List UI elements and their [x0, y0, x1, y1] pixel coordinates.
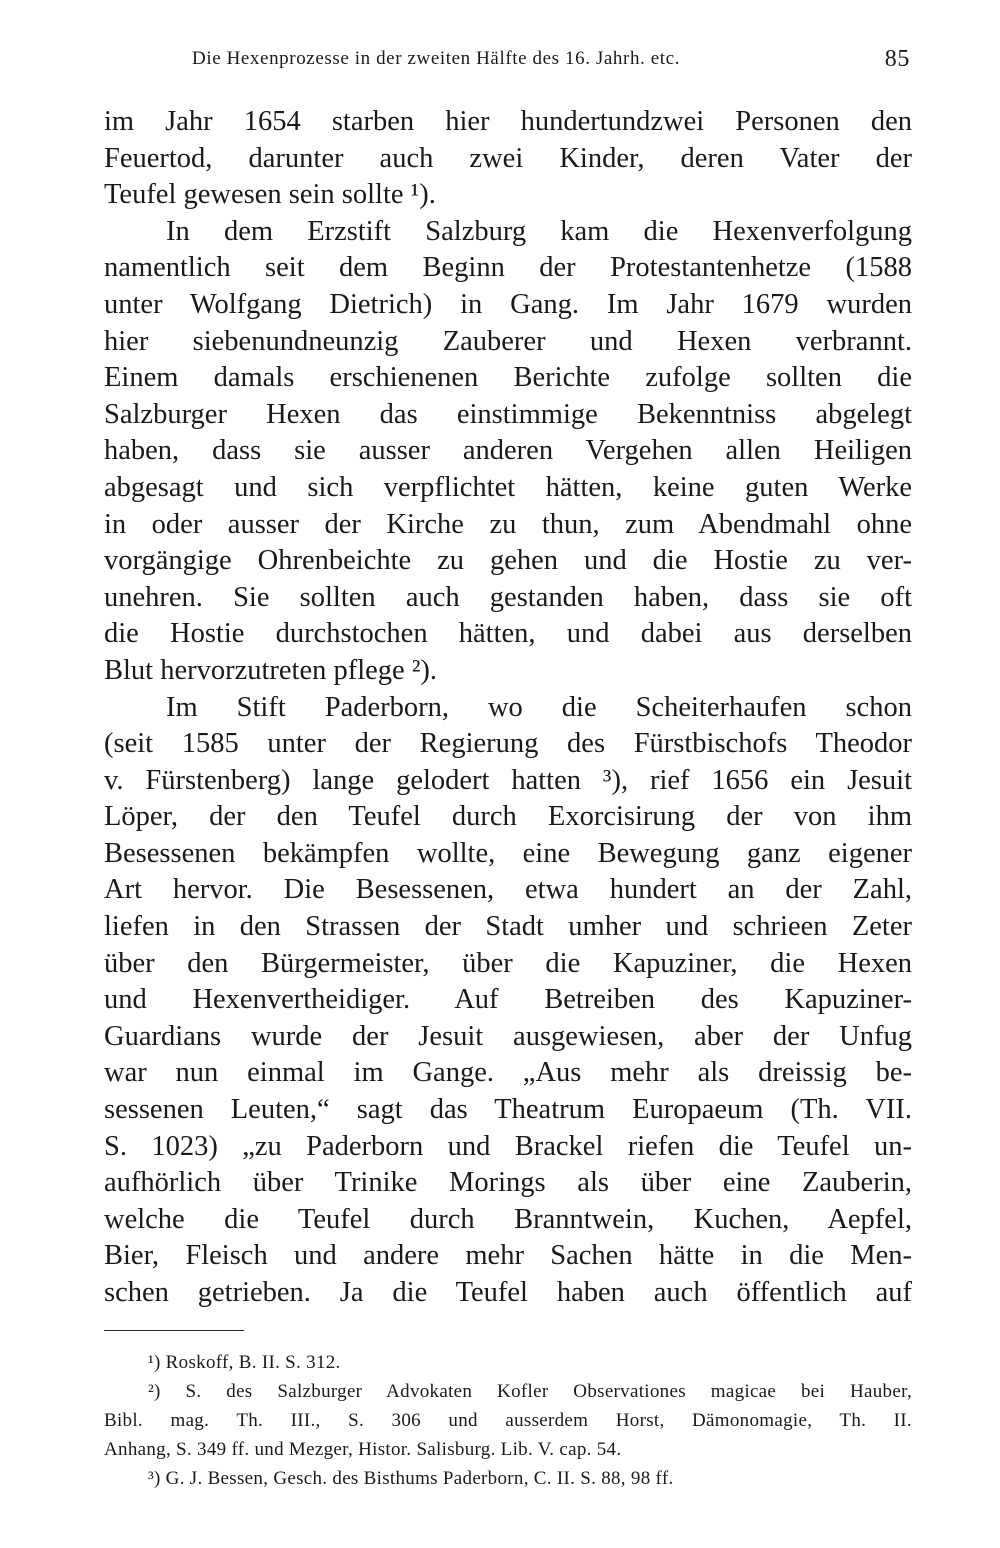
text-line: Löper, der den Teufel durch Exorcisirung der von ihm	[104, 801, 912, 833]
page-number: 85	[884, 46, 910, 72]
text-line: unehren. Sie sollten auch gestanden haben, dass sie oft	[104, 581, 912, 613]
text-line: In dem Erzstift Salzburg kam die Hexenverfolgung	[166, 215, 912, 247]
text-line: v. Fürstenberg) lange gelodert hatten ³), rief 1656 ein Jesuit	[104, 764, 912, 796]
running-head	[192, 46, 910, 76]
text-line: hier siebenundneunzig Zauberer und Hexen verbrannt.	[104, 325, 912, 357]
footnote-2-continued: Bibl. mag. Th. III., S. 306 und ausserdem Horst, Dämonomagie, Th. II.	[104, 1410, 912, 1431]
text-line: Im Stift Paderborn, wo die Scheiterhaufen schon	[166, 691, 912, 723]
text-line: aufhörlich über Trinike Morings als über eine Zauberin,	[104, 1167, 912, 1199]
footnote-1: ¹) Roskoff, B. II. S. 312.	[148, 1352, 341, 1373]
text-line: liefen in den Strassen der Stadt umher und schrieen Zeter	[104, 911, 912, 943]
text-line: namentlich seit dem Beginn der Protestantenhetze (1588	[104, 252, 912, 284]
footnote-2-continued: Anhang, S. 349 ff. und Mezger, Histor. Salisburg. Lib. V. cap. 54.	[104, 1439, 622, 1460]
text-line: Teufel gewesen sein sollte ¹).	[104, 179, 436, 211]
text-line: über den Bürgermeister, über die Kapuziner, die Hexen	[104, 947, 912, 979]
footnote-3: ³) G. J. Bessen, Gesch. des Bisthums Paderborn, C. II. S. 88, 98 ff.	[148, 1468, 674, 1489]
text-line: abgesagt und sich verpflichtet hätten, keine guten Werke	[104, 471, 912, 503]
footnote-2: ²) S. des Salzburger Advokaten Kofler Observationes magicae bei Hauber,	[148, 1381, 912, 1402]
text-line: in oder ausser der Kirche zu thun, zum Abendmahl ohne	[104, 508, 912, 540]
text-line: im Jahr 1654 starben hier hundertundzwei Personen den	[104, 106, 912, 137]
body-text	[104, 104, 912, 1312]
footnote-divider	[104, 1330, 244, 1331]
text-line: Art hervor. Die Besessenen, etwa hundert an der Zahl,	[104, 874, 912, 906]
running-title: Die Hexenprozesse in der zweiten Hälfte des 16. Jahrh. etc.	[192, 48, 681, 69]
text-line: S. 1023) „zu Paderborn und Brackel riefen die Teufel un-	[104, 1130, 912, 1162]
text-line: Guardians wurde der Jesuit ausgewiesen, aber der Unfug	[104, 1020, 912, 1052]
footnotes	[104, 1348, 912, 1493]
text-line: die Hostie durchstochen hätten, und dabei aus derselben	[104, 618, 912, 650]
text-line: schen getrieben. Ja die Teufel haben auch öffentlich auf	[104, 1277, 912, 1308]
text-line: unter Wolfgang Dietrich) in Gang. Im Jahr 1679 wurden	[104, 288, 912, 320]
text-line: Salzburger Hexen das einstimmige Bekenntniss abgelegt	[104, 398, 912, 430]
text-line: und Hexenvertheidiger. Auf Betreiben des Kapuziner-	[104, 984, 912, 1016]
text-line: Einem damals erschienenen Berichte zufolge sollten die	[104, 362, 912, 394]
text-line: haben, dass sie ausser anderen Vergehen allen Heiligen	[104, 435, 912, 467]
text-line: (seit 1585 unter der Regierung des Fürstbischofs Theodor	[104, 728, 912, 760]
text-line: vorgängige Ohrenbeichte zu gehen und die Hostie zu ver-	[104, 545, 912, 577]
text-line: war nun einmal im Gange. „Aus mehr als dreissig be-	[104, 1057, 912, 1089]
text-line: Bier, Fleisch und andere mehr Sachen hätte in die Men-	[104, 1240, 912, 1272]
text-line: Blut hervorzutreten pflege ²).	[104, 654, 437, 686]
text-line: Besessenen bekämpfen wollte, eine Bewegung ganz eigener	[104, 837, 912, 869]
text-line: sessenen Leuten,“ sagt das Theatrum Europaeum (Th. VII.	[104, 1094, 912, 1126]
text-line: Feuertod, darunter auch zwei Kinder, deren Vater der	[104, 142, 912, 174]
text-line: welche die Teufel durch Branntwein, Kuchen, Aepfel,	[104, 1203, 912, 1235]
